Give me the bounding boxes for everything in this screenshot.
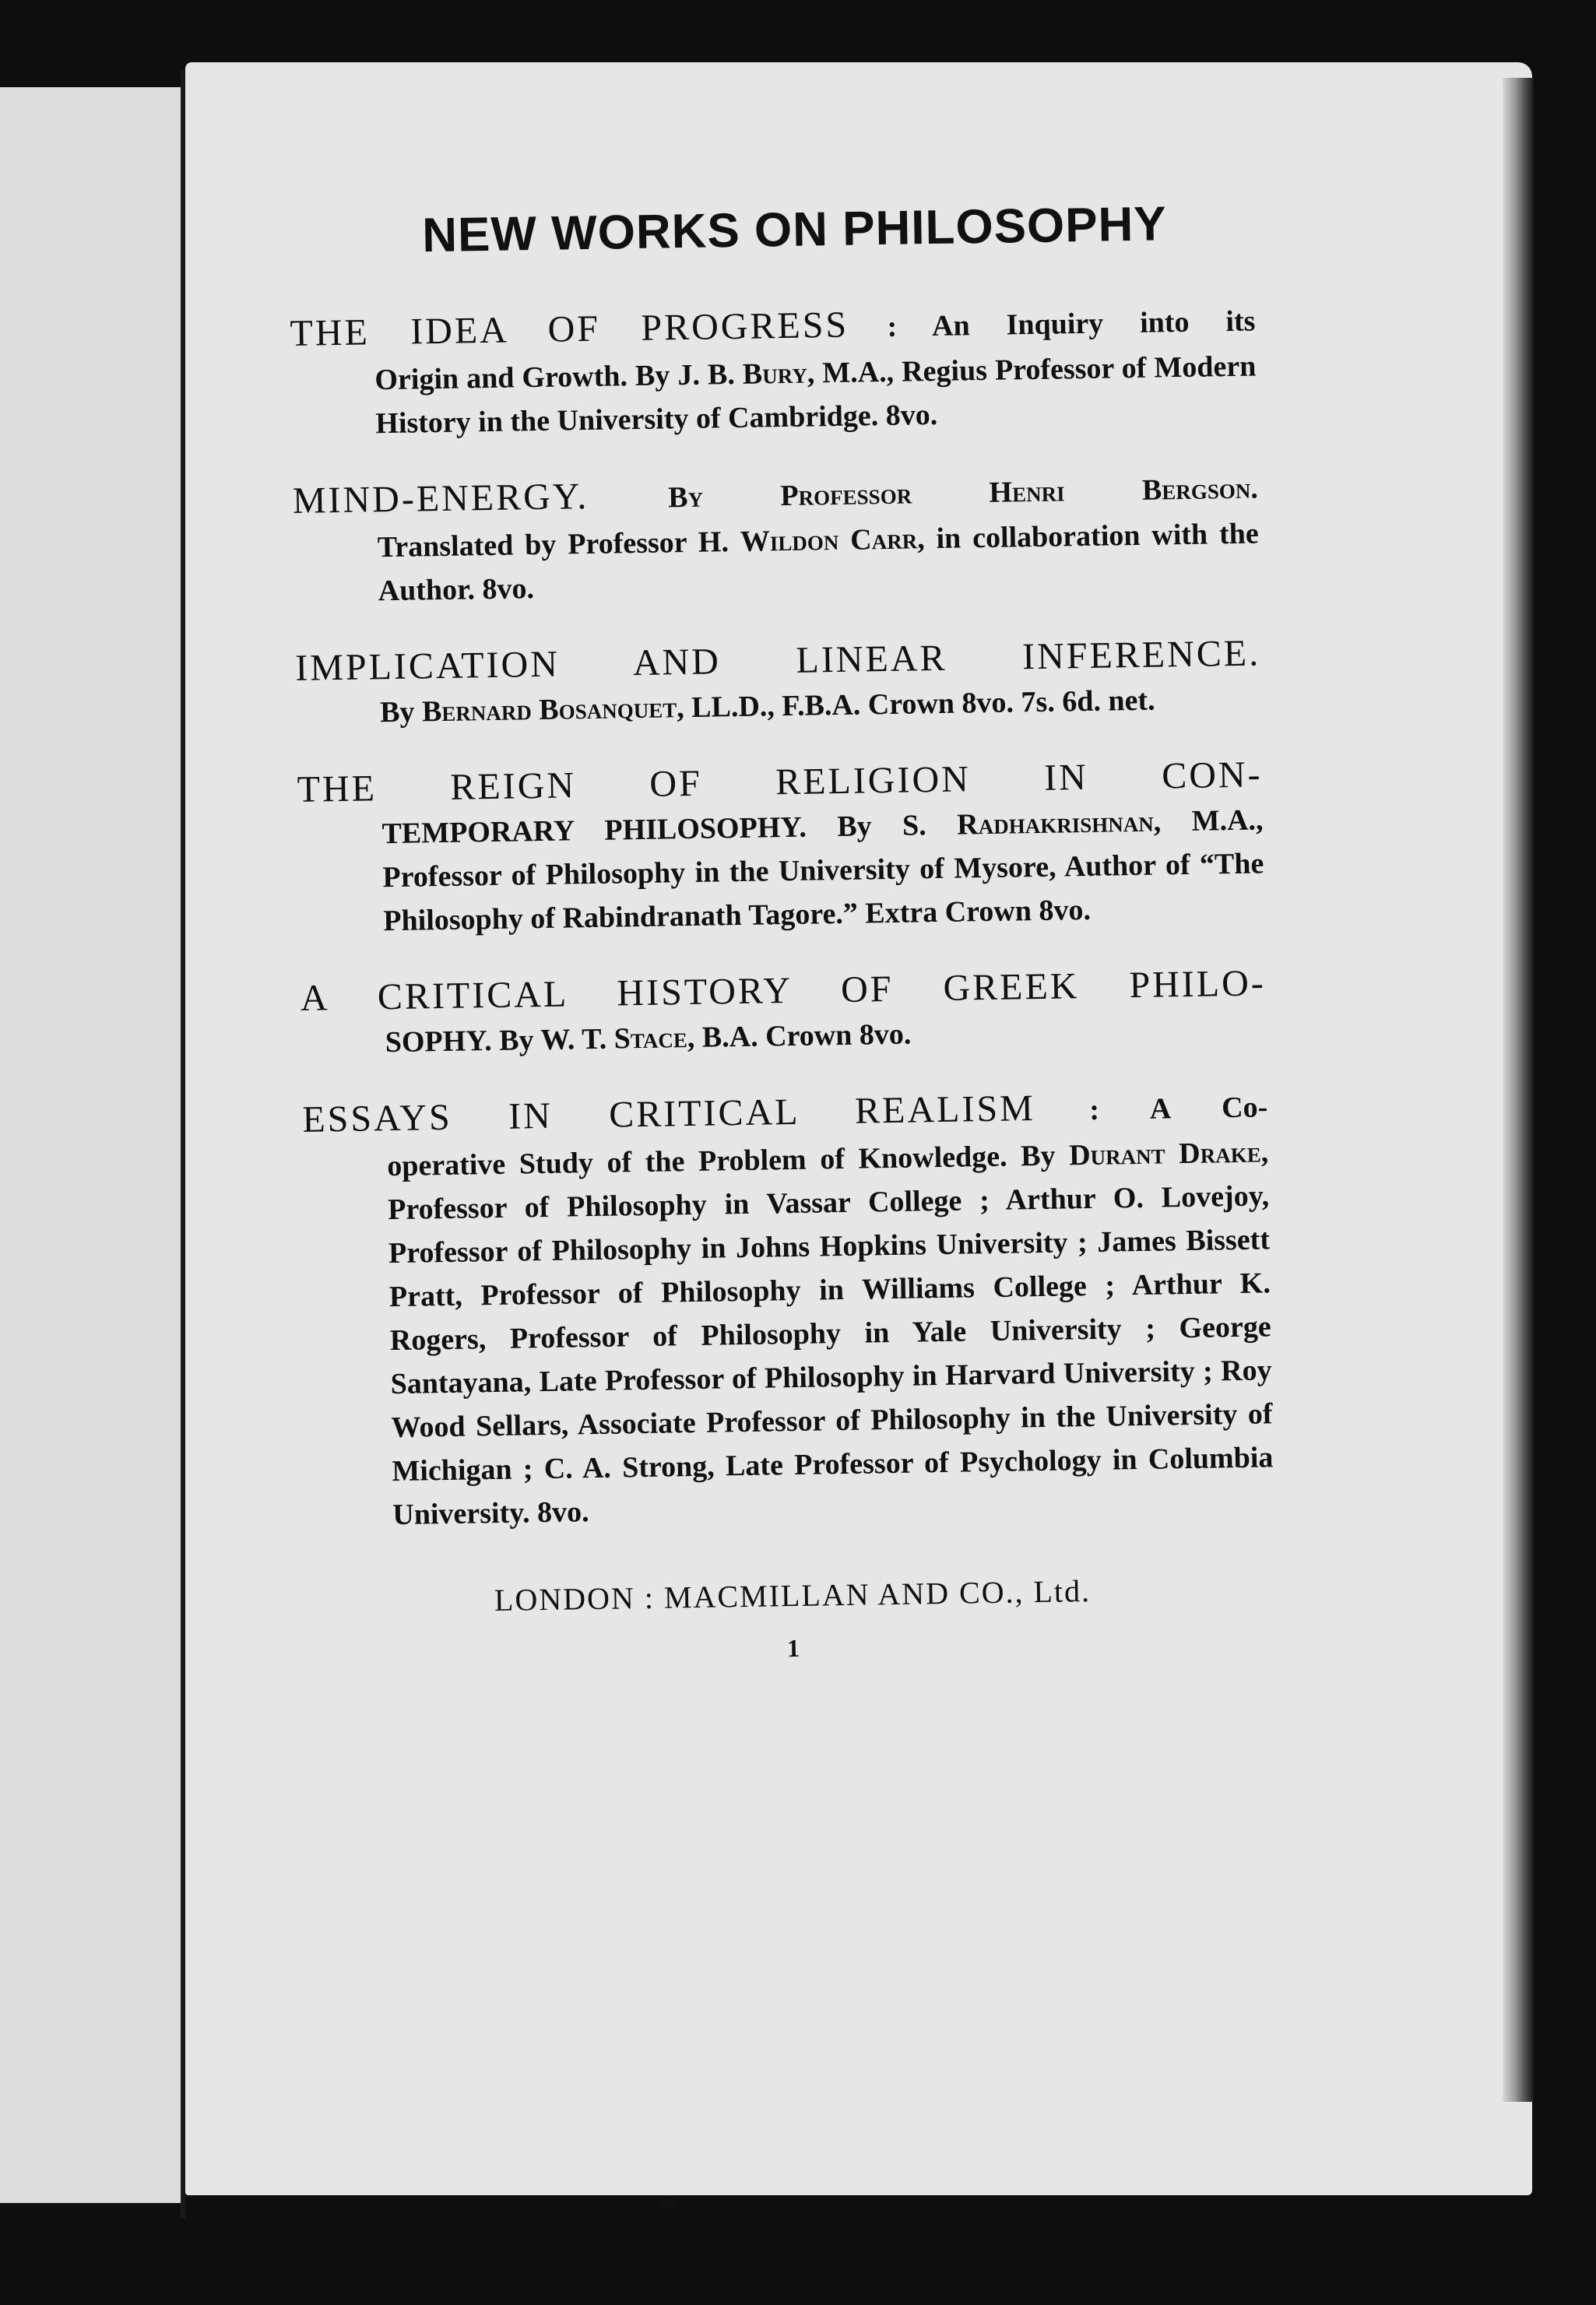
entry-text: , LL.D., F.B.A. Crown 8vo. 7s. 6d. net. [676, 683, 1155, 725]
book-entry [292, 462, 1260, 613]
entry-title: THE REIGN OF RELIGION IN CON- [297, 754, 1263, 810]
entry-author: Bury [742, 357, 808, 391]
entry-author: Durant Drake [1068, 1136, 1261, 1172]
entry-title-tail: : A Co- [1089, 1091, 1268, 1126]
entry-author: Wildon Carr [740, 522, 918, 558]
left-page [0, 87, 181, 2203]
entry-description [290, 344, 1257, 446]
book-entry [302, 1081, 1274, 1537]
book-entry [290, 296, 1257, 447]
entry-title: ESSAYS IN CRITICAL REALISM [301, 1087, 1036, 1140]
entry-author: Bernard Bosanquet [421, 691, 677, 729]
book-entry [295, 630, 1262, 735]
entry-text: Translated by Professor H. [377, 525, 741, 564]
entry-text: Origin and Growth. By J. B. [374, 357, 744, 397]
book-entry [297, 751, 1264, 943]
entry-text: operative Study of the Problem of Knowledge. By [386, 1139, 1070, 1183]
entry-title: MIND-ENERGY. [292, 475, 589, 522]
entry-title: IMPLICATION AND LINEAR INFERENCE. [294, 632, 1261, 689]
entry-title: THE IDEA OF PROGRESS [290, 304, 849, 354]
entry-title-tail: : An Inquiry into its [887, 304, 1256, 343]
book-entry [300, 960, 1267, 1065]
entry-author: Radhakrishnan [956, 805, 1154, 842]
entry-text: , in collaboration with the Author. 8vo. [378, 517, 1260, 608]
advertisement-page [288, 195, 1276, 1671]
entry-text: TEMPORARY PHILOSOPHY. By S. [381, 808, 958, 851]
entry-text: SOPHY. By W. T. [385, 1022, 615, 1059]
page-number: 1 [786, 1633, 800, 1663]
entry-title: A CRITICAL HISTORY OF GREEK PHILO- [300, 962, 1267, 1019]
entry-description [297, 798, 1264, 943]
ink-speck [659, 2198, 676, 2208]
entry-author: Stace [613, 1021, 688, 1056]
entry-text: , B.A. Crown 8vo. [687, 1017, 912, 1055]
entry-title-tail: By Professor Henri Bergson. [667, 472, 1259, 515]
entry-text: By [379, 695, 423, 729]
page-header: NEW WORKS ON PHILOSOPHY [421, 197, 1168, 263]
publisher-imprint: LONDON : MACMILLAN AND CO., Ltd. [494, 1573, 1092, 1618]
page-edge-shadow [1503, 78, 1534, 2102]
entry-text: , M.A., Professor of Philosophy in the University of Mysore, Author of “The Philosophy of Rabindranath Tagore.” Extra Crown 8vo. [382, 803, 1264, 938]
entry-text: , Professor of Philosophy in Vassar College ; Arthur O. Lovejoy, Professor of Philosophy in Johns Hopkins University ; James Bissett Pratt, Professor of Philosophy in Williams College ; Arthur K. Rogers, Professor of Philosophy in Yale University ; George Santayana, Late Professor of Philosophy in Harvard University ; Roy Wood Sellars, Associate Professor of Philosophy in the University of Michigan ; C. A. Strong, Late Professor of Psychology in Columbia University. 8vo. [387, 1136, 1274, 1532]
entry-description [293, 511, 1260, 613]
entry-text: , M.A., Regius Professor of Modern History in the University of Cambridge. 8vo. [374, 350, 1257, 441]
entry-description [303, 1130, 1274, 1537]
